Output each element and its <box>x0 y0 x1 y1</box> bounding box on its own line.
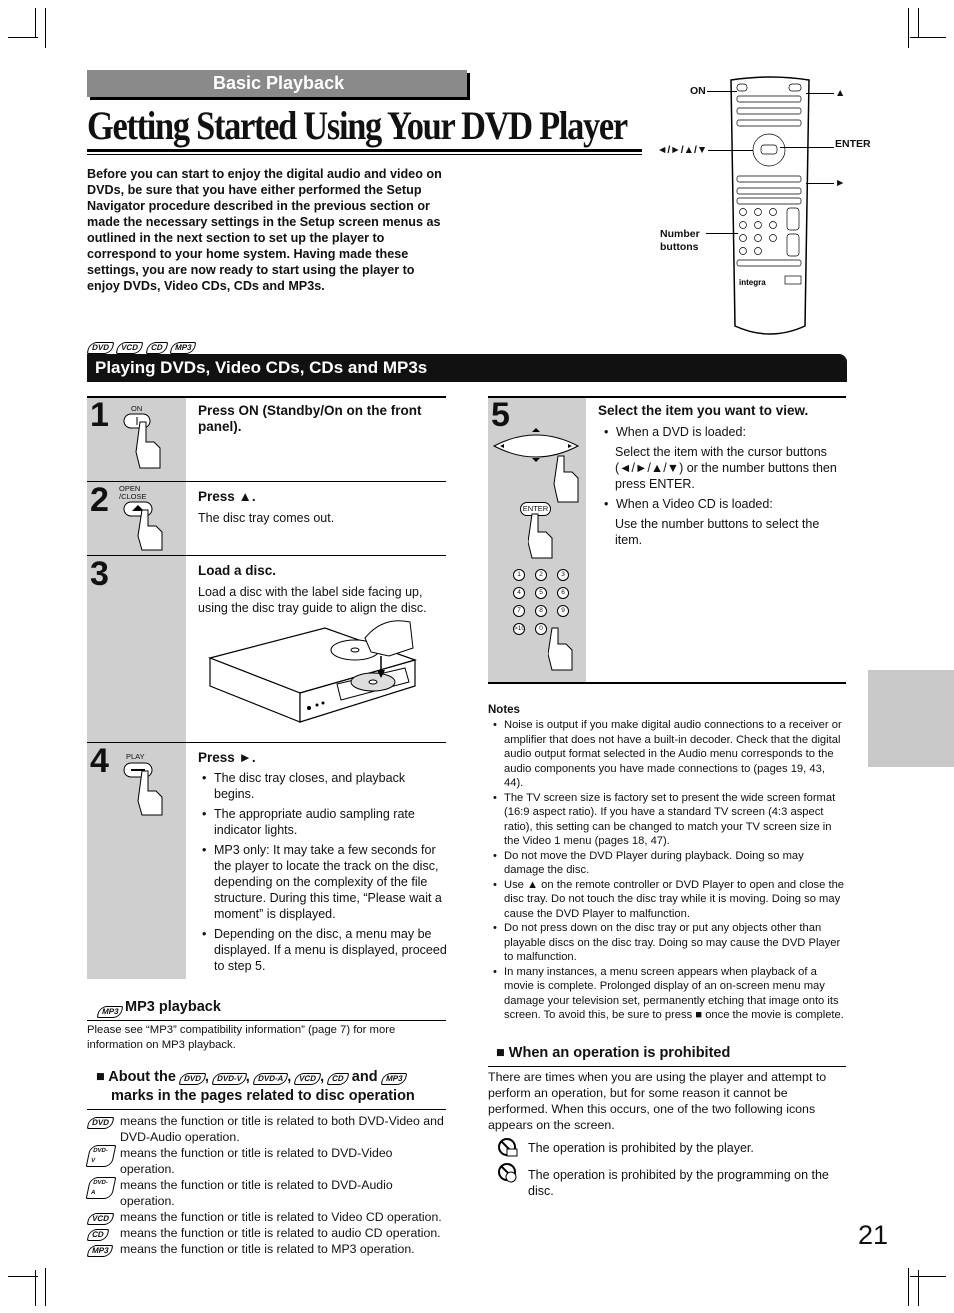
prohibited-player-icon <box>497 1137 519 1159</box>
remote-on-label: ON <box>690 85 706 97</box>
about-badge: DVD-A <box>253 1073 289 1085</box>
hand-press-eject-icon <box>120 500 170 552</box>
dvd-player-loading-illustration <box>205 608 420 736</box>
open-close-label <box>119 485 147 501</box>
remote-play-label: ► <box>835 177 846 189</box>
about-heading-line2: marks in the pages related to disc operation <box>111 1088 415 1104</box>
note-item: • Do not move the DVD Player during playback. Doing so may damage the disc. <box>492 849 846 878</box>
callout-line <box>707 91 737 92</box>
section-bar: Playing DVDs, Video CDs, CDs and MP3s <box>87 354 847 382</box>
step-number: 3 <box>90 555 109 593</box>
about-badge: CD <box>327 1073 349 1085</box>
bullet-item: • When a Video CD is loaded: <box>600 496 845 512</box>
divider <box>87 1109 446 1110</box>
number-key: 3 <box>557 569 569 581</box>
prohibited-item: The operation is prohibited by the player. <box>528 1141 754 1155</box>
note-item: • Do not press down on the disc tray or put any objects other than playable discs on the disc tray. Doing so may cause the DVD Player to malfunction. <box>492 921 846 965</box>
prohibited-item: The operation is prohibited by the programming on the disc. <box>528 1168 829 1198</box>
about-row-text: means the function or title is related to DVD-Video operation. <box>120 1146 393 1176</box>
bullet-item: • MP3 only: It may take a few seconds for the player to locate the track on the disc, depending on the complexity of the file structure. During this time, “Please wait a moment” is displayed. <box>198 842 448 922</box>
step-text: Select the item with the cursor buttons (◄/►/▲/▼) or the number buttons then press ENTER. <box>615 445 837 491</box>
callout-line <box>708 150 753 151</box>
remote-enter-label: ENTER <box>835 138 871 150</box>
crop-mark <box>45 1268 46 1306</box>
mp3-heading: MP3 playback <box>125 999 221 1015</box>
divider <box>87 555 446 556</box>
number-key: 5 <box>535 587 547 599</box>
hand-press-number-icon <box>548 626 580 672</box>
number-key: 9 <box>557 605 569 617</box>
bullet-item: • Depending on the disc, a menu may be displayed. If a menu is displayed, proceed to step 5. <box>198 926 448 974</box>
bullet-item: • When a DVD is loaded: <box>600 424 845 440</box>
prohibited-disc-icon <box>497 1162 519 1184</box>
about-row <box>88 1145 448 1177</box>
disc-badge-vcd: VCD <box>116 342 143 354</box>
crop-mark <box>910 37 946 38</box>
about-row-text: means the function or title is related to Video CD operation. <box>120 1210 442 1224</box>
remote-brand: integra <box>739 278 766 287</box>
divider <box>488 396 846 398</box>
note-item: • In many instances, a menu screen appears when playback of a movie is complete. Prolonged display of an on-screen menu may damage your television set, permanently etching that image onto its screen. To avoid this, be sure to press ■ once the movie is complete. <box>492 965 846 1023</box>
about-separator: , <box>320 1069 325 1085</box>
about-row-badge: CD <box>87 1229 109 1241</box>
crop-mark <box>918 8 919 38</box>
about-separator: , <box>245 1069 250 1085</box>
title-rule <box>87 154 642 155</box>
about-row <box>88 1113 448 1145</box>
about-row <box>88 1177 448 1209</box>
callout-line <box>706 233 738 234</box>
side-tab <box>868 670 954 767</box>
about-row-badge: MP3 <box>87 1245 114 1257</box>
note-item: • Noise is output if you make digital audio connections to a receiver or amplifier that does not have a built-in decoder. Check that the digital audio output format selected in the Audio menu corresponds to the audio components you have made connections to (pages 19, 43, 44). <box>492 718 846 791</box>
disc-badge-row <box>88 337 195 355</box>
crop-mark <box>45 8 46 48</box>
remote-control-illustration <box>725 76 815 338</box>
step-text: Load a disc with the label side facing up, using the disc tray guide to align the disc. <box>198 585 427 615</box>
crop-mark <box>908 8 909 48</box>
about-row-text: means the function or title is related to MP3 operation. <box>120 1242 415 1256</box>
page-title: Getting Started Using Your DVD Player <box>87 103 627 148</box>
bullet-item: • The disc tray closes, and playback begins. <box>198 770 448 802</box>
crop-mark <box>908 1268 909 1306</box>
callout-line <box>780 147 834 148</box>
crop-mark <box>8 1276 38 1277</box>
step-number: 4 <box>90 742 109 780</box>
crop-mark <box>8 37 38 38</box>
crop-mark <box>910 1276 946 1277</box>
step5-body <box>600 424 845 548</box>
step-bullet-list <box>198 770 448 978</box>
number-key: 8 <box>535 605 547 617</box>
about-separator: , <box>287 1069 292 1085</box>
about-row-badge: DVD-A <box>86 1177 117 1199</box>
title-rule <box>87 149 642 152</box>
number-key: 7 <box>513 605 525 617</box>
remote-arrows-label: ◄/►/▲/▼ <box>657 144 708 156</box>
about-row-badge: VCD <box>87 1213 114 1225</box>
step-title: Press ON (Standby/On on the front panel). <box>198 403 422 434</box>
step-title: Press ▲. <box>198 489 256 504</box>
crop-mark <box>35 8 36 38</box>
step-text: Use the number buttons to select the item. <box>615 517 820 547</box>
remote-number-buttons-label: Number buttons <box>660 228 700 253</box>
number-key: 0 <box>535 623 547 635</box>
open-label: OPEN <box>119 484 141 493</box>
about-and: and <box>351 1069 378 1085</box>
hand-press-enter-icon <box>528 512 558 560</box>
divider <box>87 481 446 482</box>
mp3-text: Please see “MP3” compatibility information” (page 7) for more information on MP3 playback. <box>87 1024 396 1051</box>
step-title: Press ►. <box>198 750 256 765</box>
about-badge: MP3 <box>380 1073 407 1085</box>
prohibited-text: There are times when you are using the player and attempt to perform an operation, but for some reason it cannot be performed. When this occurs, one of the two following icons appears on the screen. <box>488 1070 827 1132</box>
bullet-item: • The appropriate audio sampling rate indicator lights. <box>198 806 448 838</box>
about-row-badge: DVD <box>87 1117 114 1129</box>
intro-paragraph: Before you can start to enjoy the digital audio and video on DVDs, be sure that you have either performed the Setup Navigator procedure described in the previous section or made the necessary settings in the Setup screen menus as outlined in the next section to set up the player to correspond to your home system. Having made these settings, you are now ready to start using the player to enjoy DVDs, Video CDs, CDs and MP3s. <box>87 167 442 293</box>
divider <box>488 682 846 684</box>
hand-press-play-icon <box>120 761 170 817</box>
about-row-text: means the function or title is related to both DVD-Video and DVD-Audio operation. <box>120 1114 444 1144</box>
hand-press-on-icon <box>120 412 168 472</box>
mp3-badge <box>98 1001 122 1019</box>
number-key: 6 <box>557 587 569 599</box>
note-item: • Use ▲ on the remote controller or DVD Player to open and close the disc tray. Do not touch the disc tray while it is moving. Doing so may cause the DVD Player to malfunction. <box>492 878 846 922</box>
about-list <box>88 1113 448 1257</box>
mp3-badge-label: MP3 <box>97 1006 124 1018</box>
step-number: 5 <box>491 396 510 434</box>
about-heading: ■ About the DVD , DVD-V , DVD-A , VCD , CD and MP3 marks in the pages related to disc operation <box>96 1069 415 1104</box>
about-row <box>88 1241 448 1257</box>
on-button-label: ON <box>131 404 143 413</box>
disc-badge-dvd: DVD <box>87 342 114 354</box>
number-key: >10 <box>513 623 525 635</box>
divider <box>87 1020 446 1021</box>
disc-badge-mp3: MP3 <box>169 342 196 354</box>
page-number: 21 <box>858 1220 889 1250</box>
callout-line <box>806 93 834 94</box>
about-heading-text: About the <box>108 1069 176 1085</box>
section-tag: Basic Playback <box>87 70 467 97</box>
callout-line <box>806 183 834 184</box>
close-label: /CLOSE <box>119 492 147 501</box>
divider <box>87 742 446 743</box>
step-title: Load a disc. <box>198 563 277 578</box>
notes-list <box>492 718 846 1023</box>
enter-button-illustration: ENTER <box>520 502 551 516</box>
about-row-badge: DVD-V <box>86 1145 117 1167</box>
step-number: 1 <box>90 396 109 434</box>
about-row <box>88 1209 448 1225</box>
about-badge: VCD <box>294 1073 321 1085</box>
divider <box>87 396 446 398</box>
remote-eject-label: ▲ <box>835 87 846 99</box>
about-row-text: means the function or title is related to DVD-Audio operation. <box>120 1178 393 1208</box>
step-text: The disc tray comes out. <box>198 511 335 525</box>
about-row-text: means the function or title is related to audio CD operation. <box>120 1226 441 1240</box>
about-row <box>88 1225 448 1241</box>
about-separator: , <box>204 1069 209 1085</box>
cursor-pad-illustration <box>492 426 582 504</box>
play-button-label: PLAY <box>126 752 145 761</box>
notes-title: Notes <box>488 704 520 716</box>
about-badge: DVD-V <box>212 1073 247 1085</box>
step-title: Select the item you want to view. <box>598 403 809 418</box>
number-key: 2 <box>535 569 547 581</box>
prohibited-heading-text: When an operation is prohibited <box>508 1045 731 1061</box>
number-key: 1 <box>513 569 525 581</box>
divider <box>488 1066 846 1067</box>
number-key: 4 <box>513 587 525 599</box>
prohibited-heading: ■ When an operation is prohibited <box>496 1045 731 1061</box>
disc-badge-cd: CD <box>145 342 167 354</box>
about-badge: DVD <box>179 1073 206 1085</box>
note-item: • The TV screen size is factory set to present the wide screen format (16:9 aspect ratio). If you have a standard TV screen (4:3 aspect ratio), this setting can be changed to match your TV screen size in the Video 1 menu (pages 18, 47). <box>492 791 846 849</box>
step-number: 2 <box>90 481 109 519</box>
